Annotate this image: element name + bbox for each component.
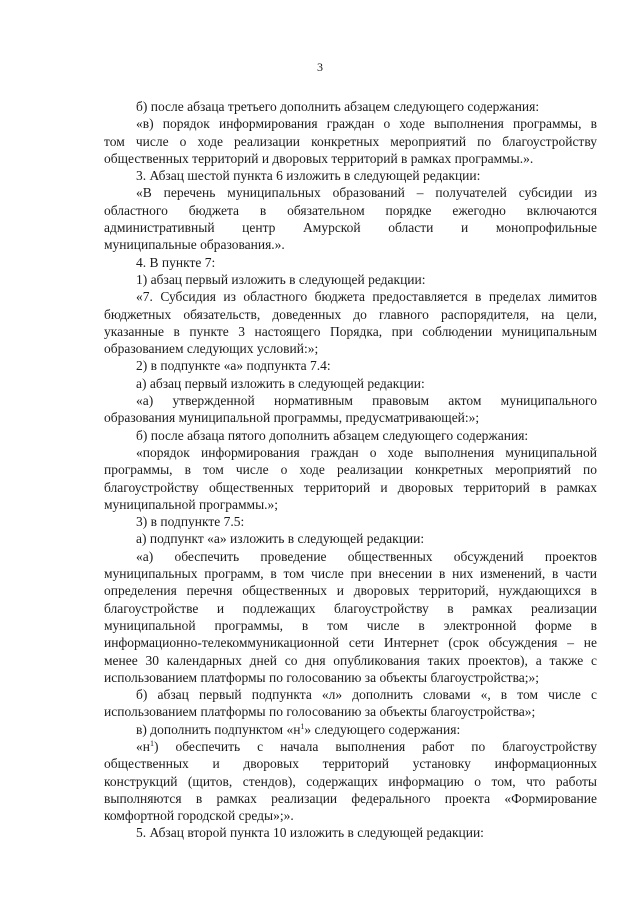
text-line: 4. В пункте 7: <box>136 254 216 270</box>
text-line: определения перечня общественных и дворовых территорий, нуждающихся в <box>104 583 597 599</box>
superscript: 1 <box>149 738 154 748</box>
text-line: использованием платформы по голосованию за объекты благоустройства;»; <box>104 669 540 685</box>
text-line: муниципальных программ, в том числе при внесении в них изменений, в части <box>104 566 597 582</box>
text-line: комфортной городской среды»;». <box>104 808 294 824</box>
text-line: «а) обеспечить проведение общественных обсуждений проектов <box>136 548 597 564</box>
text-line: общественных территорий и дворовых территорий в рамках программы.». <box>104 150 534 166</box>
text-line: «В перечень муниципальных образований – получателей субсидии из <box>136 185 597 201</box>
text-line: б) после абзаца третьего дополнить абзацем следующего содержания: <box>136 99 540 114</box>
text-line: 3. Абзац шестой пункта 6 изложить в следующей редакции: <box>136 168 481 184</box>
text-line: конструкций (щитов, стендов), содержащих информацию о том, что работы <box>104 773 597 789</box>
text-line: 1) абзац первый изложить в следующей редакции: <box>136 271 426 287</box>
text-line: образованием следующих условий:»; <box>104 341 319 357</box>
text-line: указанные в пункте 3 настоящего Порядка, при соблюдении муниципальным <box>104 323 597 339</box>
text-segment: в) дополнить подпунктом «н <box>136 721 301 737</box>
text-line: 5. Абзац второй пункта 10 изложить в следующей редакции: <box>136 825 484 841</box>
text-line: б) абзац первый подпункта «л» дополнить словами «, в том числе с <box>136 687 597 703</box>
text-line: областного бюджета в обязательном порядке ежегодно включаются <box>104 202 597 218</box>
text-segment: » следующего содержания: <box>304 721 461 737</box>
text-line: том числе о ходе реализации конкретных мероприятий по благоустройству <box>104 133 597 149</box>
text-line: программы, в том числе о ходе реализации конкретных мероприятий по <box>104 462 597 478</box>
text-line: административный центр Амурской области и монопрофильные <box>104 220 597 236</box>
text-line: благоустройстве и подлежащих благоустройству в рамках реализации <box>104 600 597 616</box>
text-line: а) абзац первый изложить в следующей редакции: <box>136 375 425 391</box>
text-line: информационно-телекоммуникационной сети Интернет (срок обсуждения – не <box>104 635 597 651</box>
text-line: муниципальной программы.»; <box>104 496 279 512</box>
text-segment: «н <box>136 738 150 754</box>
text-line: а) подпункт «а» изложить в следующей редакции: <box>136 531 425 547</box>
page-number: 3 <box>317 60 323 74</box>
text-line: муниципальной программы, в том числе в электронной форме в <box>104 617 597 633</box>
text-line: общественных и дворовых территорий установку информационных <box>104 756 597 772</box>
text-line: 2) в подпункте «а» подпункта 7.4: <box>136 358 331 374</box>
text-line: благоустройству общественных территорий и дворовых территорий в рамках <box>104 479 597 495</box>
text-line: «а) утвержденной нормативным правовым актом муниципального <box>136 393 597 409</box>
text-line: «в) порядок информирования граждан о ходе выполнения программы, в <box>136 116 597 132</box>
text-line: менее 30 календарных дней со дня опубликования таких проектов), а также с <box>104 652 597 668</box>
text-line: 3) в подпункте 7.5: <box>136 514 245 530</box>
text-line: выполняются в рамках реализации федерального проекта «Формирование <box>104 790 597 806</box>
document-body <box>104 98 597 842</box>
text-segment: ) обеспечить с начала выполнения работ по благоустройству <box>153 738 597 754</box>
text-line <box>104 738 597 755</box>
text-line: использованием платформы по голосованию за объекты благоустройства»; <box>104 704 536 720</box>
text-line <box>104 721 597 738</box>
text-line: б) после абзаца пятого дополнить абзацем следующего содержания: <box>136 427 529 443</box>
text-line: «порядок информирования граждан о ходе выполнения муниципальной <box>136 444 597 460</box>
text-line: образования муниципальной программы, предусматривающей:»; <box>104 410 480 426</box>
text-line: «7. Субсидия из областного бюджета предоставляется в пределах лимитов <box>136 289 597 305</box>
text-line: бюджетных обязательств, доведенных до главного распорядителя, на цели, <box>104 306 597 322</box>
superscript: 1 <box>300 721 305 731</box>
text-line: муниципальные образования.». <box>104 237 285 253</box>
